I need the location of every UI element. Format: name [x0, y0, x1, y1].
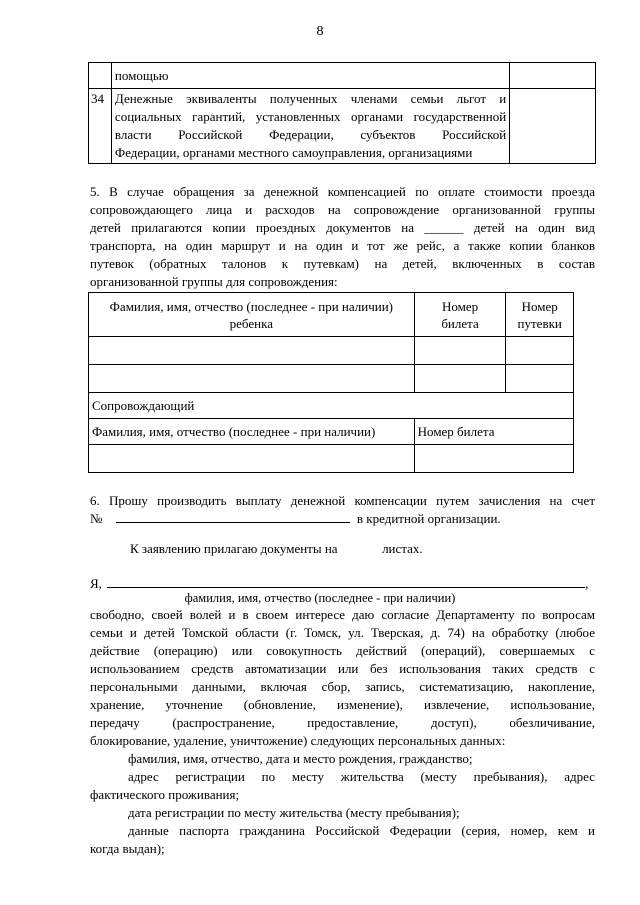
table-header-row — [89, 293, 574, 337]
list-item: данные паспорта гражданина Российской Федерации (серия, номер, кем и — [128, 823, 595, 838]
fio-blank[interactable] — [107, 575, 585, 588]
children-table — [88, 292, 574, 473]
col-header-ticket: Номер билета — [414, 293, 506, 337]
table-row — [89, 393, 574, 419]
table-cell: Денежные эквиваленты полученных членами семьи льгот и социальных гарантий, установленных органами государственной власти Российской Федерации, субъектов Российской Федерации, органами местного самоуправления, организациями — [111, 89, 509, 164]
row-number: 34 — [89, 89, 112, 164]
consent-fio-line: Я, , — [90, 576, 589, 591]
fio-caption: фамилия, имя, отчество (последнее - при наличии) — [184, 591, 456, 605]
table-row — [89, 89, 596, 164]
consent-text: свободно, своей волей и в своем интересе даю согласие Департаменту по вопросам семьи и детей Томской области (г. Томск, ул. Тверская, д. 74) на обработку (любое действие (операцию) или совокупность действий (операций), совершаемых с использованием средств автоматизации или без использования таких средств с персональными данными, включая сбор, запись, систематизацию, накопление, хранение, уточнение (обновление, изменение), извлечение, использование, передачу (распространение, предоставление, доступ), обезличивание, блокирование, удаление, уничтожение) следующих персональных данных: фамилия, имя, отчество, дата и место рождения, гражданство; адрес регистрации по месту жительства (месту пребывания), адрес фактического проживания; дата регистрации по месту жительства (месту пребывания); данные паспорта гражданина Российской Федерации (серия, номер, кем и когда выдан); — [90, 607, 595, 856]
col-header-name: Фамилия, имя, отчество (последнее - при наличии) ребенка — [89, 293, 415, 337]
section-5: 5. В случае обращения за денежной компенсацией по оплате стоимости проезда сопровождающего лица и расходов на сопровождение организованной группы детей прилагаются копии проездных документов на ______ детей на один вид транспорта, на один маршрут и на один и тот же рейс, а также копии бланков путевок (обратных талонов к путевкам) на детей, включенных в состав организованной группы для сопровождения: — [90, 184, 595, 289]
escort-label: Сопровождающий — [89, 393, 574, 419]
col-header-voucher: Номер путевки — [506, 293, 574, 337]
section-6: 6. Прошу производить выплату денежной компенсации путем зачисления на счет № в кредитной организации. — [90, 493, 595, 526]
table-row — [89, 419, 574, 445]
table-row — [89, 365, 574, 393]
account-number-blank[interactable] — [116, 510, 228, 523]
escort-ticket-header: Номер билета — [414, 419, 573, 445]
list-item: дата регистрации по месту жительства (месту пребывания); — [128, 805, 460, 820]
table-row — [89, 337, 574, 365]
account-number-blank-2[interactable] — [228, 510, 350, 523]
attachment-line: К заявлению прилагаю документы на листах. — [130, 541, 423, 556]
escort-name-header: Фамилия, имя, отчество (последнее - при наличии) — [89, 419, 415, 445]
table-row — [89, 63, 596, 89]
table-row — [89, 445, 574, 473]
table-cell: помощью — [111, 63, 509, 89]
list-item: фамилия, имя, отчество, дата и место рождения, гражданство; — [128, 751, 473, 766]
income-table — [88, 62, 596, 164]
page-number: 8 — [316, 24, 324, 39]
list-item: адрес регистрации по месту жительства (месту пребывания), адрес — [128, 769, 595, 784]
